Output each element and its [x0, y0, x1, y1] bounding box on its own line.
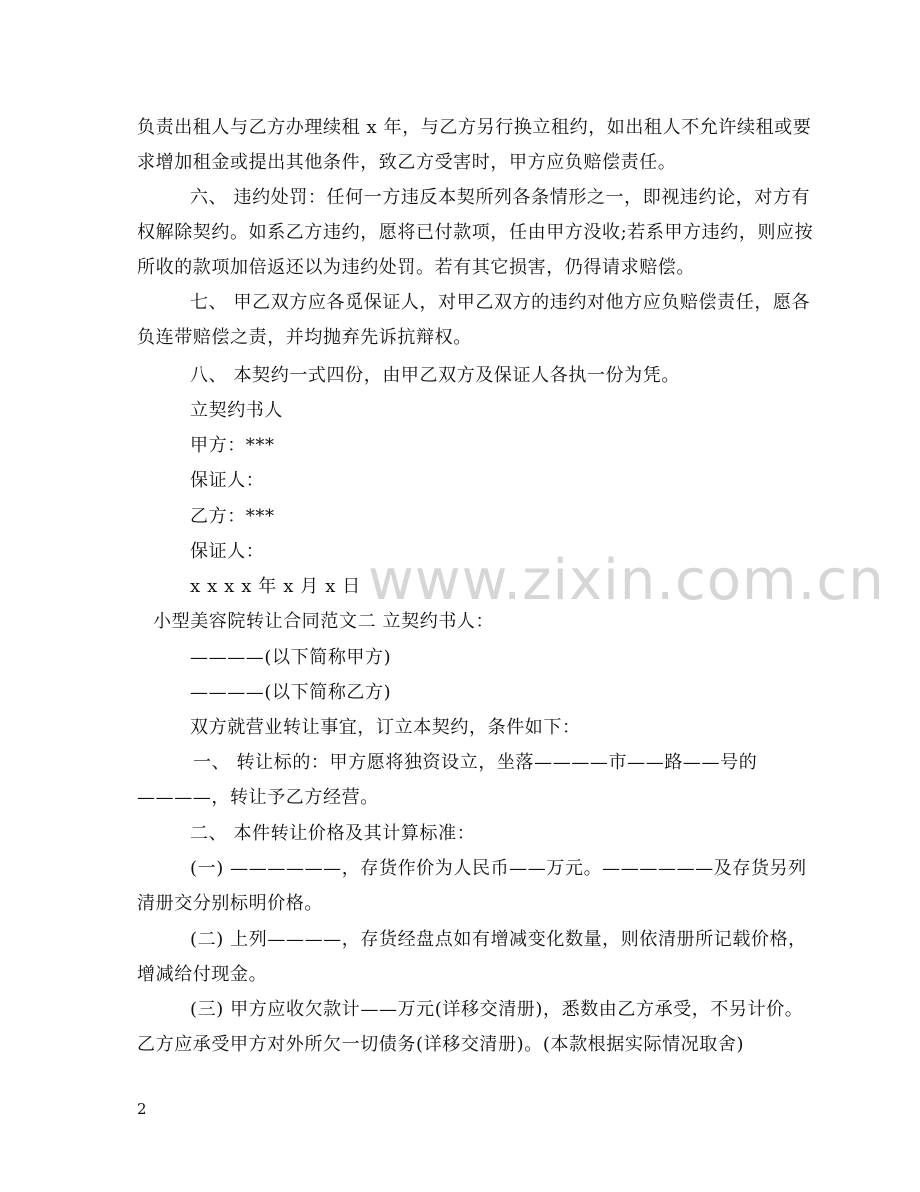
text-line: ————，转让予乙方经营。 — [137, 787, 379, 808]
sub-clause-2-line: (二) 上列————，存货经盘点如有增减变化数量，则依清册所记载价格， — [190, 929, 807, 950]
guarantor-line: 保证人： — [190, 541, 265, 562]
clause-2-line: 二、 本件转让价格及其计算标准： — [190, 823, 476, 844]
section-title: 小型美容院转让合同范文二 立契约书人： — [153, 611, 495, 632]
party-b-line: 乙方：*** — [190, 506, 275, 527]
date-line: x x x x 年 x 月 x 日 — [190, 576, 361, 597]
text-line: 负连带赔偿之责，并均抛弃先诉抗辩权。 — [137, 327, 472, 348]
sub-clause-1-line: (一) ——————，存货作价为人民币——万元。——————及存货另列 — [190, 858, 807, 879]
clause-1-line: 一、 转让标的：甲方愿将独资设立，坐落————市——路——号的 — [193, 752, 758, 773]
text-line: 乙方应承受甲方对外所欠一切债务(详移交清册)。(本款根据实际情况取舍) — [137, 1034, 745, 1055]
watermark: www.zixin.com.cn — [368, 548, 885, 613]
text-line: 所收的款项加倍返还以为违约处罚。若有其它损害，仍得请求赔偿。 — [137, 257, 695, 278]
intro-line: 双方就营业转让事宜，订立本契约，条件如下： — [190, 717, 581, 738]
text-line: 负责出租人与乙方办理续租 x 年，与乙方另行换立租约，如出租人不允许续租或要 — [137, 117, 812, 138]
clause-7-line: 七、 甲乙双方应各觅保证人，对甲乙双方的违约对他方应负赔偿责任，愿各 — [190, 292, 811, 313]
text-line: 清册交分别标明价格。 — [137, 893, 323, 914]
signatory-heading: 立契约书人 — [190, 400, 283, 421]
party-a-def: ————(以下简称甲方) — [190, 647, 392, 668]
text-line: 权解除契约。如系乙方违约，愿将已付款项，任由甲方没收;若系甲方违约，则应按 — [137, 222, 814, 243]
guarantor-line: 保证人： — [190, 470, 265, 491]
clause-8-line: 八、 本契约一式四份，由甲乙双方及保证人各执一份为凭。 — [190, 365, 680, 386]
clause-6-line: 六、 违约处罚：任何一方违反本契所列各条情形之一，即视违约论，对方有 — [190, 187, 811, 208]
party-a-line: 甲方：*** — [190, 435, 275, 456]
page-number: 2 — [137, 1100, 147, 1118]
text-line: 求增加租金或提出其他条件，致乙方受害时，甲方应负赔偿责任。 — [137, 152, 677, 173]
party-b-def: ————(以下简称乙方) — [190, 682, 392, 703]
sub-clause-3-line: (三) 甲方应收欠款计——万元(详移交清册)，悉数由乙方承受，不另计价。 — [190, 999, 804, 1020]
text-line: 增减给付现金。 — [137, 964, 268, 985]
